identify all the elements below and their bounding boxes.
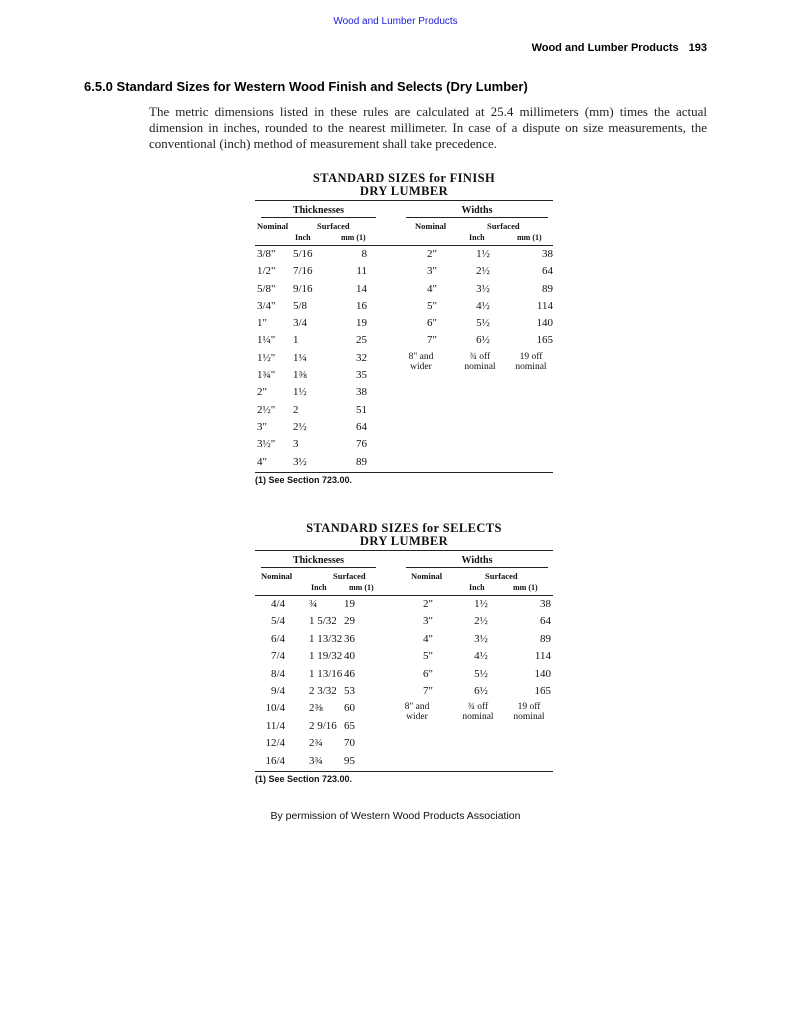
- selects-table: [255, 522, 553, 784]
- table-row: [255, 735, 553, 752]
- thickness-nominal: 4/4: [270, 598, 285, 610]
- thickness-nominal: 8/4: [270, 667, 285, 680]
- col-width-surfaced: Surfaced: [487, 221, 520, 231]
- width-mm: 64: [542, 265, 553, 278]
- thickness-mm: 53: [344, 684, 355, 697]
- thickness-inch: 5/8: [293, 299, 308, 312]
- thickness-mm: 11: [356, 265, 367, 278]
- thickness-mm: 35: [356, 369, 367, 382]
- width-inch: 5½: [474, 667, 488, 680]
- thickness-inch: 3/4: [293, 317, 308, 330]
- width-nominal: 2": [427, 248, 437, 260]
- thickness-nominal: 6/4: [270, 632, 285, 645]
- running-title: Wood and Lumber Products: [531, 42, 679, 54]
- page-number: 193: [688, 42, 707, 54]
- thickness-mm: 38: [356, 386, 367, 399]
- col-mm: mm (1): [341, 233, 366, 242]
- title-line-1: STANDARD SIZES for FINISH: [312, 171, 496, 185]
- col-width-surfaced: Surfaced: [485, 571, 518, 581]
- width-nominal: 7": [423, 684, 433, 697]
- width-mm: 114: [534, 650, 551, 663]
- header-link[interactable]: Wood and Lumber Products: [333, 16, 458, 27]
- selects-footnote: (1) See Section 723.00.: [255, 773, 353, 784]
- width-mm: 38: [540, 598, 551, 610]
- thickness-inch: ¾: [309, 598, 318, 610]
- thickness-mm: 19: [344, 598, 355, 610]
- table-row: [255, 700, 553, 723]
- width-inch: 1½: [474, 598, 488, 610]
- width-inch: 6½: [476, 334, 490, 347]
- col-surfaced: Surfaced: [317, 221, 350, 231]
- thickness-inch: 2: [293, 403, 299, 416]
- thickness-mm: 29: [344, 615, 355, 628]
- table-row: [255, 246, 553, 263]
- width-nominal: 5": [427, 299, 437, 312]
- col-inch: Inch: [295, 233, 311, 242]
- col-width-mm: mm (1): [517, 233, 542, 242]
- width-mm: 64: [540, 615, 551, 628]
- group-thicknesses: Thicknesses: [261, 205, 376, 218]
- thickness-inch: 9/16: [293, 282, 313, 295]
- thickness-inch: 1: [293, 334, 299, 347]
- width-nominal: 6": [427, 317, 437, 330]
- col-width-mm: mm (1): [513, 583, 538, 592]
- width-last-mm-l2: nominal: [515, 361, 547, 372]
- thickness-inch: 2⅜: [309, 702, 323, 715]
- col-mm: mm (1): [349, 583, 374, 592]
- width-nominal: 7": [427, 334, 437, 347]
- group-widths: Widths: [406, 555, 548, 568]
- finish-table-title: [255, 172, 553, 198]
- width-mm: 140: [534, 667, 551, 680]
- thickness-mm: 70: [344, 737, 355, 750]
- width-inch: 6½: [474, 684, 488, 697]
- thickness-inch: 1¼: [293, 351, 307, 364]
- thickness-mm: 46: [344, 667, 355, 680]
- col-width-inch: Inch: [469, 233, 485, 242]
- title-line-1: STANDARD SIZES for SELECTS: [306, 521, 502, 535]
- thickness-mm: 89: [356, 455, 367, 468]
- table-row: [255, 402, 553, 419]
- width-inch: 1½: [476, 248, 490, 260]
- width-nominal: 5": [423, 650, 433, 663]
- table-row: [255, 666, 553, 683]
- width-inch: 5½: [476, 317, 490, 330]
- thickness-inch: 2 3/32: [309, 684, 337, 697]
- width-mm: 89: [542, 282, 553, 295]
- width-inch: 4½: [474, 650, 488, 663]
- table-row: [255, 454, 553, 471]
- width-last-nominal-l1: 8" and: [404, 702, 430, 713]
- thickness-mm: 76: [356, 438, 367, 451]
- thickness-mm: 8: [361, 248, 367, 260]
- thickness-mm: 36: [344, 632, 355, 645]
- width-mm: 140: [536, 317, 553, 330]
- thickness-inch: 1½: [293, 386, 307, 399]
- thickness-nominal: 7/4: [270, 650, 285, 663]
- thickness-nominal: 2": [257, 386, 267, 399]
- width-nominal: 3": [423, 615, 433, 628]
- width-last-nominal-l1: 8" and: [408, 351, 434, 362]
- table-row: [255, 596, 553, 613]
- thickness-inch: 1 19/32: [309, 650, 343, 663]
- thickness-mm: 64: [356, 420, 367, 433]
- thickness-inch: 7/16: [293, 265, 313, 278]
- width-mm: 165: [536, 334, 553, 347]
- width-inch: 4½: [476, 299, 490, 312]
- thickness-mm: 14: [356, 282, 367, 295]
- table-row: [255, 263, 553, 280]
- width-nominal: 3": [427, 265, 437, 278]
- table-row: [255, 718, 553, 735]
- thickness-mm: 19: [356, 317, 367, 330]
- thickness-nominal: 3/4": [257, 299, 276, 312]
- title-line-2: DRY LUMBER: [359, 534, 449, 548]
- col-width-nominal: Nominal: [415, 221, 447, 231]
- thickness-inch: 2 9/16: [309, 719, 337, 732]
- thickness-mm: 32: [356, 351, 367, 364]
- credit-line: By permission of Western Wood Products Association: [270, 810, 521, 822]
- thickness-nominal: 3½": [257, 438, 276, 451]
- col-surfaced: Surfaced: [333, 571, 366, 581]
- thickness-nominal: 5/4: [270, 615, 285, 628]
- width-mm: 89: [540, 632, 551, 645]
- thickness-inch: 3½: [293, 455, 307, 468]
- col-inch: Inch: [311, 583, 327, 592]
- table-row: [255, 367, 553, 384]
- thickness-inch: 2¾: [309, 737, 323, 750]
- col-nominal: Nominal: [261, 571, 293, 581]
- col-width-inch: Inch: [469, 583, 485, 592]
- thickness-nominal: 3": [257, 420, 267, 433]
- thickness-mm: 65: [344, 719, 355, 732]
- table-row: [255, 298, 553, 315]
- thickness-nominal: 3/8": [257, 248, 276, 260]
- thickness-inch: 2½: [293, 420, 307, 433]
- thickness-mm: 60: [344, 702, 355, 715]
- thickness-inch: 1 5/32: [309, 615, 337, 628]
- width-last-mm-l1: 19 off: [519, 351, 543, 362]
- thickness-nominal: 1¾": [257, 369, 276, 382]
- section-title: 6.5.0 Standard Sizes for Western Wood Finish and Selects (Dry Lumber): [84, 79, 528, 94]
- table-row: [255, 281, 553, 298]
- width-inch: 2½: [474, 615, 488, 628]
- thickness-inch: 1⅜: [293, 369, 307, 382]
- thickness-nominal: 12/4: [265, 737, 285, 750]
- width-last-mm-l1: 19 off: [517, 702, 541, 713]
- thickness-mm: 16: [356, 299, 367, 312]
- thickness-nominal: 1¼": [257, 334, 276, 347]
- width-last-nominal-l2: wider: [406, 712, 428, 723]
- finish-table: [255, 172, 553, 485]
- width-nominal: 4": [427, 282, 437, 295]
- table-row: [255, 332, 553, 349]
- thickness-inch: 1 13/32: [309, 632, 343, 645]
- width-last-inch-l1: ¾ off: [467, 702, 489, 713]
- width-last-mm-l2: nominal: [513, 712, 545, 723]
- thickness-nominal: 4": [257, 455, 267, 468]
- thickness-mm: 25: [356, 334, 367, 347]
- table-row: [255, 350, 553, 372]
- thickness-nominal: 10/4: [265, 702, 285, 715]
- thickness-inch: 5/16: [293, 248, 313, 260]
- width-mm: 38: [542, 248, 553, 260]
- width-nominal: 4": [423, 632, 433, 645]
- width-inch: 2½: [476, 265, 490, 278]
- table-row: [255, 631, 553, 648]
- thickness-nominal: 1/2": [257, 265, 276, 278]
- group-widths: Widths: [406, 205, 548, 218]
- thickness-inch: 3¾: [309, 754, 323, 767]
- width-last-inch-l2: nominal: [462, 712, 494, 723]
- table-row: [255, 613, 553, 630]
- thickness-nominal: 16/4: [265, 754, 285, 767]
- thickness-nominal: 11/4: [265, 719, 285, 732]
- width-nominal: 2": [423, 598, 433, 610]
- width-inch: 3½: [474, 632, 488, 645]
- width-nominal: 6": [423, 667, 433, 680]
- intro-paragraph: The metric dimensions listed in these rules are calculated at 25.4 millimeters (mm) times the actual dimension in inches, rounded to the nearest millimeter. In case of a dispute on size measurements, the conventional (inch) method of measurement shall take precedence.: [149, 104, 707, 151]
- selects-table-title: [255, 522, 553, 548]
- thickness-nominal: 1½": [257, 351, 276, 364]
- table-row: [255, 753, 553, 770]
- thickness-nominal: 2½": [257, 403, 276, 416]
- thickness-inch: 1 13/16: [309, 667, 343, 680]
- col-width-nominal: Nominal: [411, 571, 443, 581]
- thickness-nominal: 5/8": [257, 282, 276, 295]
- thickness-nominal: 1": [257, 317, 267, 330]
- thickness-mm: 95: [344, 754, 355, 767]
- table-row: [255, 384, 553, 401]
- table-row: [255, 648, 553, 665]
- width-mm: 114: [536, 299, 553, 312]
- thickness-mm: 40: [344, 650, 355, 663]
- table-row: [255, 683, 553, 700]
- col-nominal: Nominal: [257, 221, 289, 231]
- thickness-mm: 51: [356, 403, 367, 416]
- width-last-inch-l1: ¾ off: [469, 351, 491, 362]
- title-line-2: DRY LUMBER: [359, 184, 449, 198]
- thickness-nominal: 9/4: [270, 684, 285, 697]
- thickness-inch: 3: [293, 438, 299, 451]
- group-thicknesses: Thicknesses: [261, 555, 376, 568]
- width-mm: 165: [534, 684, 551, 697]
- table-row: [255, 419, 553, 436]
- finish-footnote: (1) See Section 723.00.: [255, 474, 353, 485]
- selects-rows: [255, 596, 553, 770]
- width-last-inch-l2: nominal: [464, 361, 496, 372]
- width-last-nominal-l2: wider: [410, 361, 432, 372]
- running-head: [532, 42, 707, 54]
- width-inch: 3½: [476, 282, 490, 295]
- finish-rows: [255, 246, 553, 471]
- table-row: [255, 315, 553, 332]
- table-row: [255, 436, 553, 453]
